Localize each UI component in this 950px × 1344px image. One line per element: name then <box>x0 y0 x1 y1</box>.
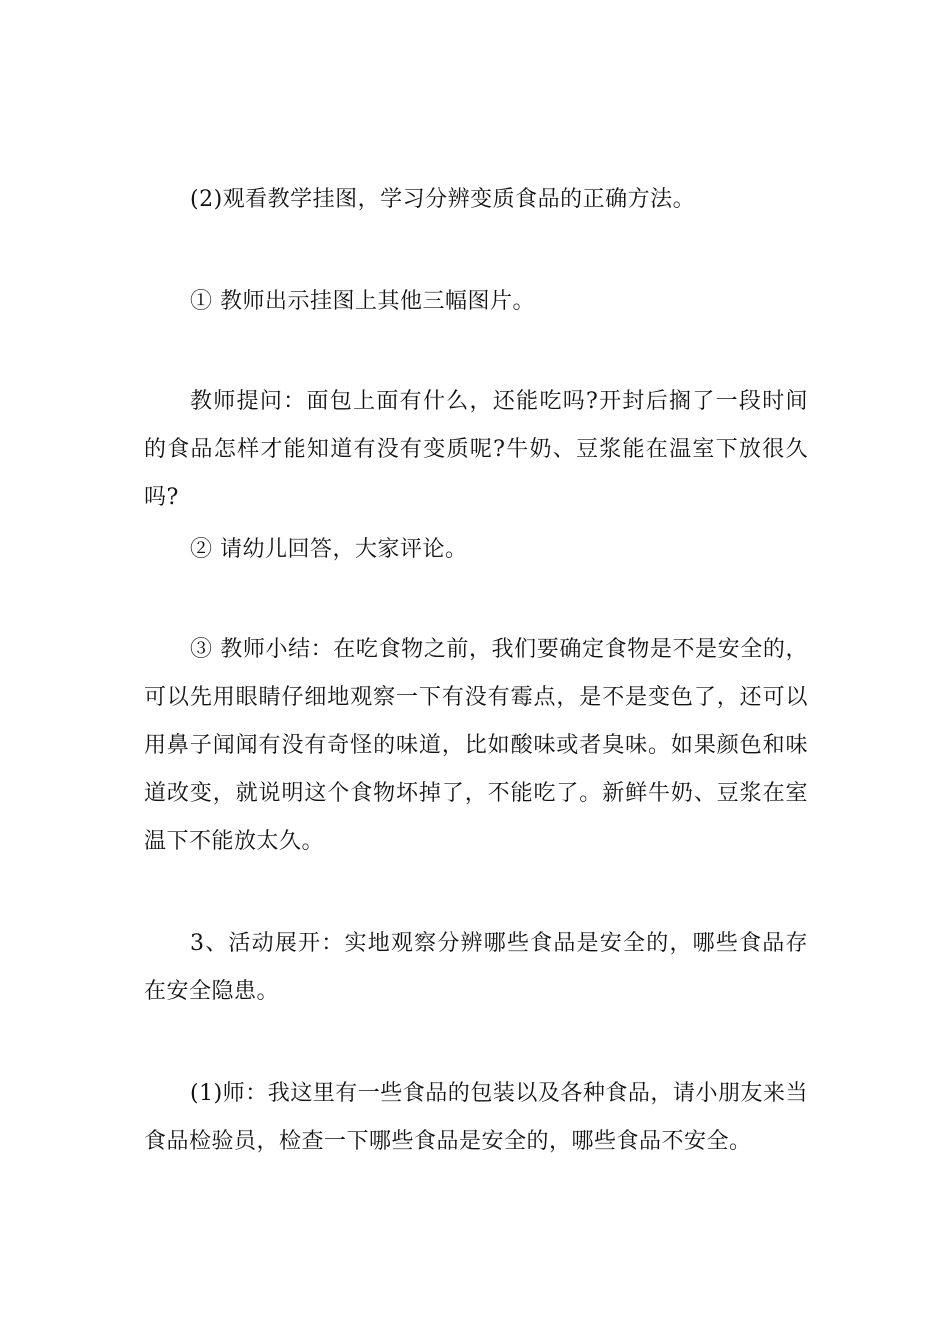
paragraph-food-inspector: (1)师：我这里有一些食品的包装以及各种食品，请小朋友来当食品检验员，检查一下哪些食品是安全的，哪些食品不安全。 <box>144 1081 808 1154</box>
paragraph-teacher-summary: ③ 教师小结：在吃食物之前，我们要确定食物是不是安全的，可以先用眼睛仔细地观察一下有没有霉点，是不是变色了，还可以用鼻子闻闻有没有奇怪的味道，比如酸味或者臭味。如果颜色和味道改变，就说明这个食物坏掉了，不能吃了。新鲜牛奶、豆浆在室温下不能放太久。 <box>144 637 808 854</box>
paragraph-teacher-questions: 教师提问：面包上面有什么，还能吃吗?开封后搁了一段时间的食品怎样才能知道有没有变质呢?牛奶、豆浆能在温室下放很久吗? <box>144 389 808 510</box>
paragraph-activity-expansion: 3、活动展开：实地观察分辨哪些食品是安全的，哪些食品存在安全隐患。 <box>144 931 808 1004</box>
paragraph-teacher-shows-pictures: ① 教师出示挂图上其他三幅图片。 <box>190 289 535 314</box>
paragraph-observe-chart: (2)观看教学挂图，学习分辨变质食品的正确方法。 <box>190 187 696 212</box>
paragraph-children-answer: ② 请幼儿回答，大家评论。 <box>190 537 468 562</box>
